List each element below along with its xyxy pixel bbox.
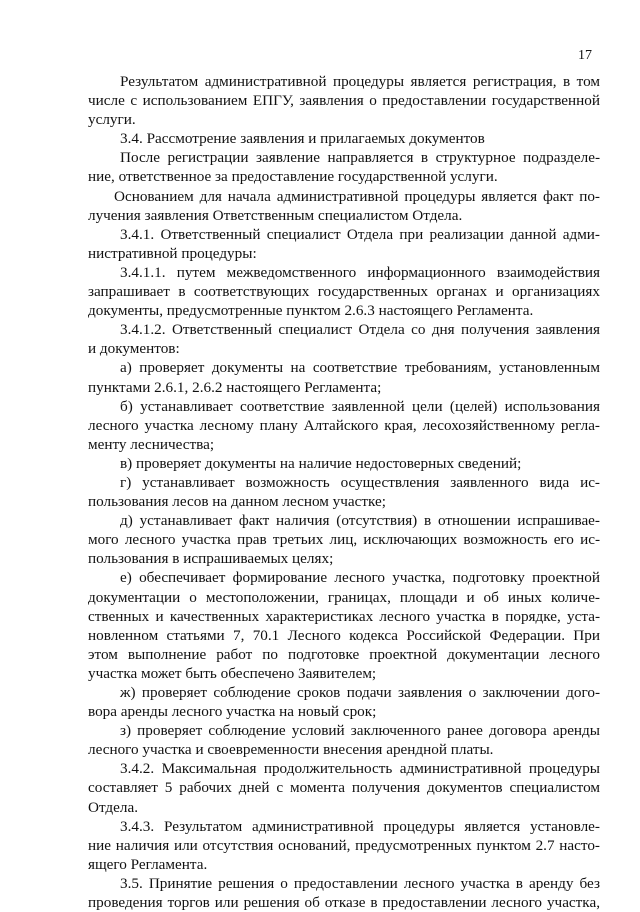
- text-line: ственных и качественных характеристиках лесного участка в порядке, уста-: [88, 607, 600, 625]
- text-line: документации о местоположении, границах, площади и об иных количе-: [88, 588, 600, 606]
- list-item-a: а) проверяет документы на соответствие требованиям, установленным: [120, 359, 600, 377]
- text-line: ние наличия или отсутствия оснований, предусмотренных пунктом 2.7 насто-: [88, 836, 600, 854]
- text-line: участка может быть обеспечено Заявителем;: [88, 664, 377, 682]
- text-line: 3.4.1.2. Ответственный специалист Отдела со дня получения заявления: [120, 321, 600, 339]
- text-line: документы, предусмотренные пунктом 2.6.3 настоящего Регламента.: [88, 302, 534, 320]
- text-line: 3.5. Принятие решения о предоставлении лесного участка в аренду без: [120, 874, 600, 892]
- text-line: лесного участка и своевременности внесения арендной платы.: [88, 741, 494, 759]
- text-line: пользования лесов на данном лесном участке;: [88, 493, 386, 511]
- list-item-b: б) устанавливает соответствие заявленной цели (целей) использования: [120, 397, 600, 415]
- text-line: Результатом административной процедуры является регистрация, в том: [120, 73, 600, 90]
- list-item-v: в) проверяет документы на наличие недостоверных сведений;: [120, 454, 522, 472]
- text-line: ящего Регламента.: [88, 855, 208, 873]
- text-line: услуги.: [88, 111, 136, 129]
- text-line: новленном статьями 7, 70.1 Лесного кодекса Российской Федерации. При: [88, 626, 600, 644]
- text-line: 3.4.2. Максимальная продолжительность административной процедуры: [120, 760, 600, 778]
- text-line: Отдела.: [88, 798, 138, 816]
- text-line: 3.4.1.1. путем межведомственного информационного взаимодействия: [120, 263, 600, 281]
- text-line: После регистрации заявление направляется в структурное подразделе-: [120, 149, 600, 167]
- list-item-zh: ж) проверяет соблюдение сроков подачи заявления о заключении дого-: [120, 684, 600, 701]
- text-line: лесного участка лесному плану Алтайского края, лесохозяйственному регла-: [88, 416, 600, 434]
- text-line: вора аренды лесного участка на новый срок;: [88, 703, 377, 721]
- text-line: пользования в испрашиваемых целях;: [88, 550, 334, 568]
- text-line: 3.4.1. Ответственный специалист Отдела при реализации данной адми-: [120, 225, 600, 243]
- text-line: числе с использованием ЕПГУ, заявления о предоставлении государственной: [88, 92, 600, 110]
- text-line: нистративной процедуры:: [88, 244, 257, 262]
- text-line: мого лесного участка прав третьих лиц, исключающих возможность его ис-: [88, 531, 600, 549]
- text-line: лучения заявления Ответственным специалистом Отдела.: [88, 206, 463, 224]
- document-body: [88, 72, 600, 912]
- list-item-z: з) проверяет соблюдение условий заключенного ранее договора аренды: [120, 722, 600, 740]
- text-line: 3.4.3. Результатом административной процедуры является установле-: [120, 817, 600, 835]
- page-number: 17: [578, 48, 592, 63]
- text-line: ние, ответственное за предоставление государственной услуги.: [88, 168, 498, 186]
- text-line: Основанием для начала административной процедуры является факт по-: [114, 187, 600, 205]
- list-item-d: д) устанавливает факт наличия (отсутствия) в отношении испрашивае-: [120, 512, 600, 530]
- list-item-e: е) обеспечивает формирование лесного участка, подготовку проектной: [120, 569, 600, 587]
- text-line: этом выполнение работ по подготовке проектной документации лесного: [88, 645, 600, 663]
- text-line: менту лесничества;: [88, 435, 215, 453]
- text-line: проведения торгов или решения об отказе в предоставлении лесного участка,: [88, 894, 600, 912]
- text-line: запрашивает в соответствующих государственных органах и организациях: [88, 283, 600, 301]
- text-line: и документов:: [88, 340, 180, 358]
- list-item-g: г) устанавливает возможность осуществления заявленного вида ис-: [120, 473, 600, 491]
- text-line: пунктами 2.6.1, 2.6.2 настоящего Регламента;: [88, 378, 382, 396]
- section-heading: 3.4. Рассмотрение заявления и прилагаемых документов: [120, 130, 485, 148]
- text-line: составляет 5 рабочих дней с момента получения документов специалистом: [88, 779, 600, 797]
